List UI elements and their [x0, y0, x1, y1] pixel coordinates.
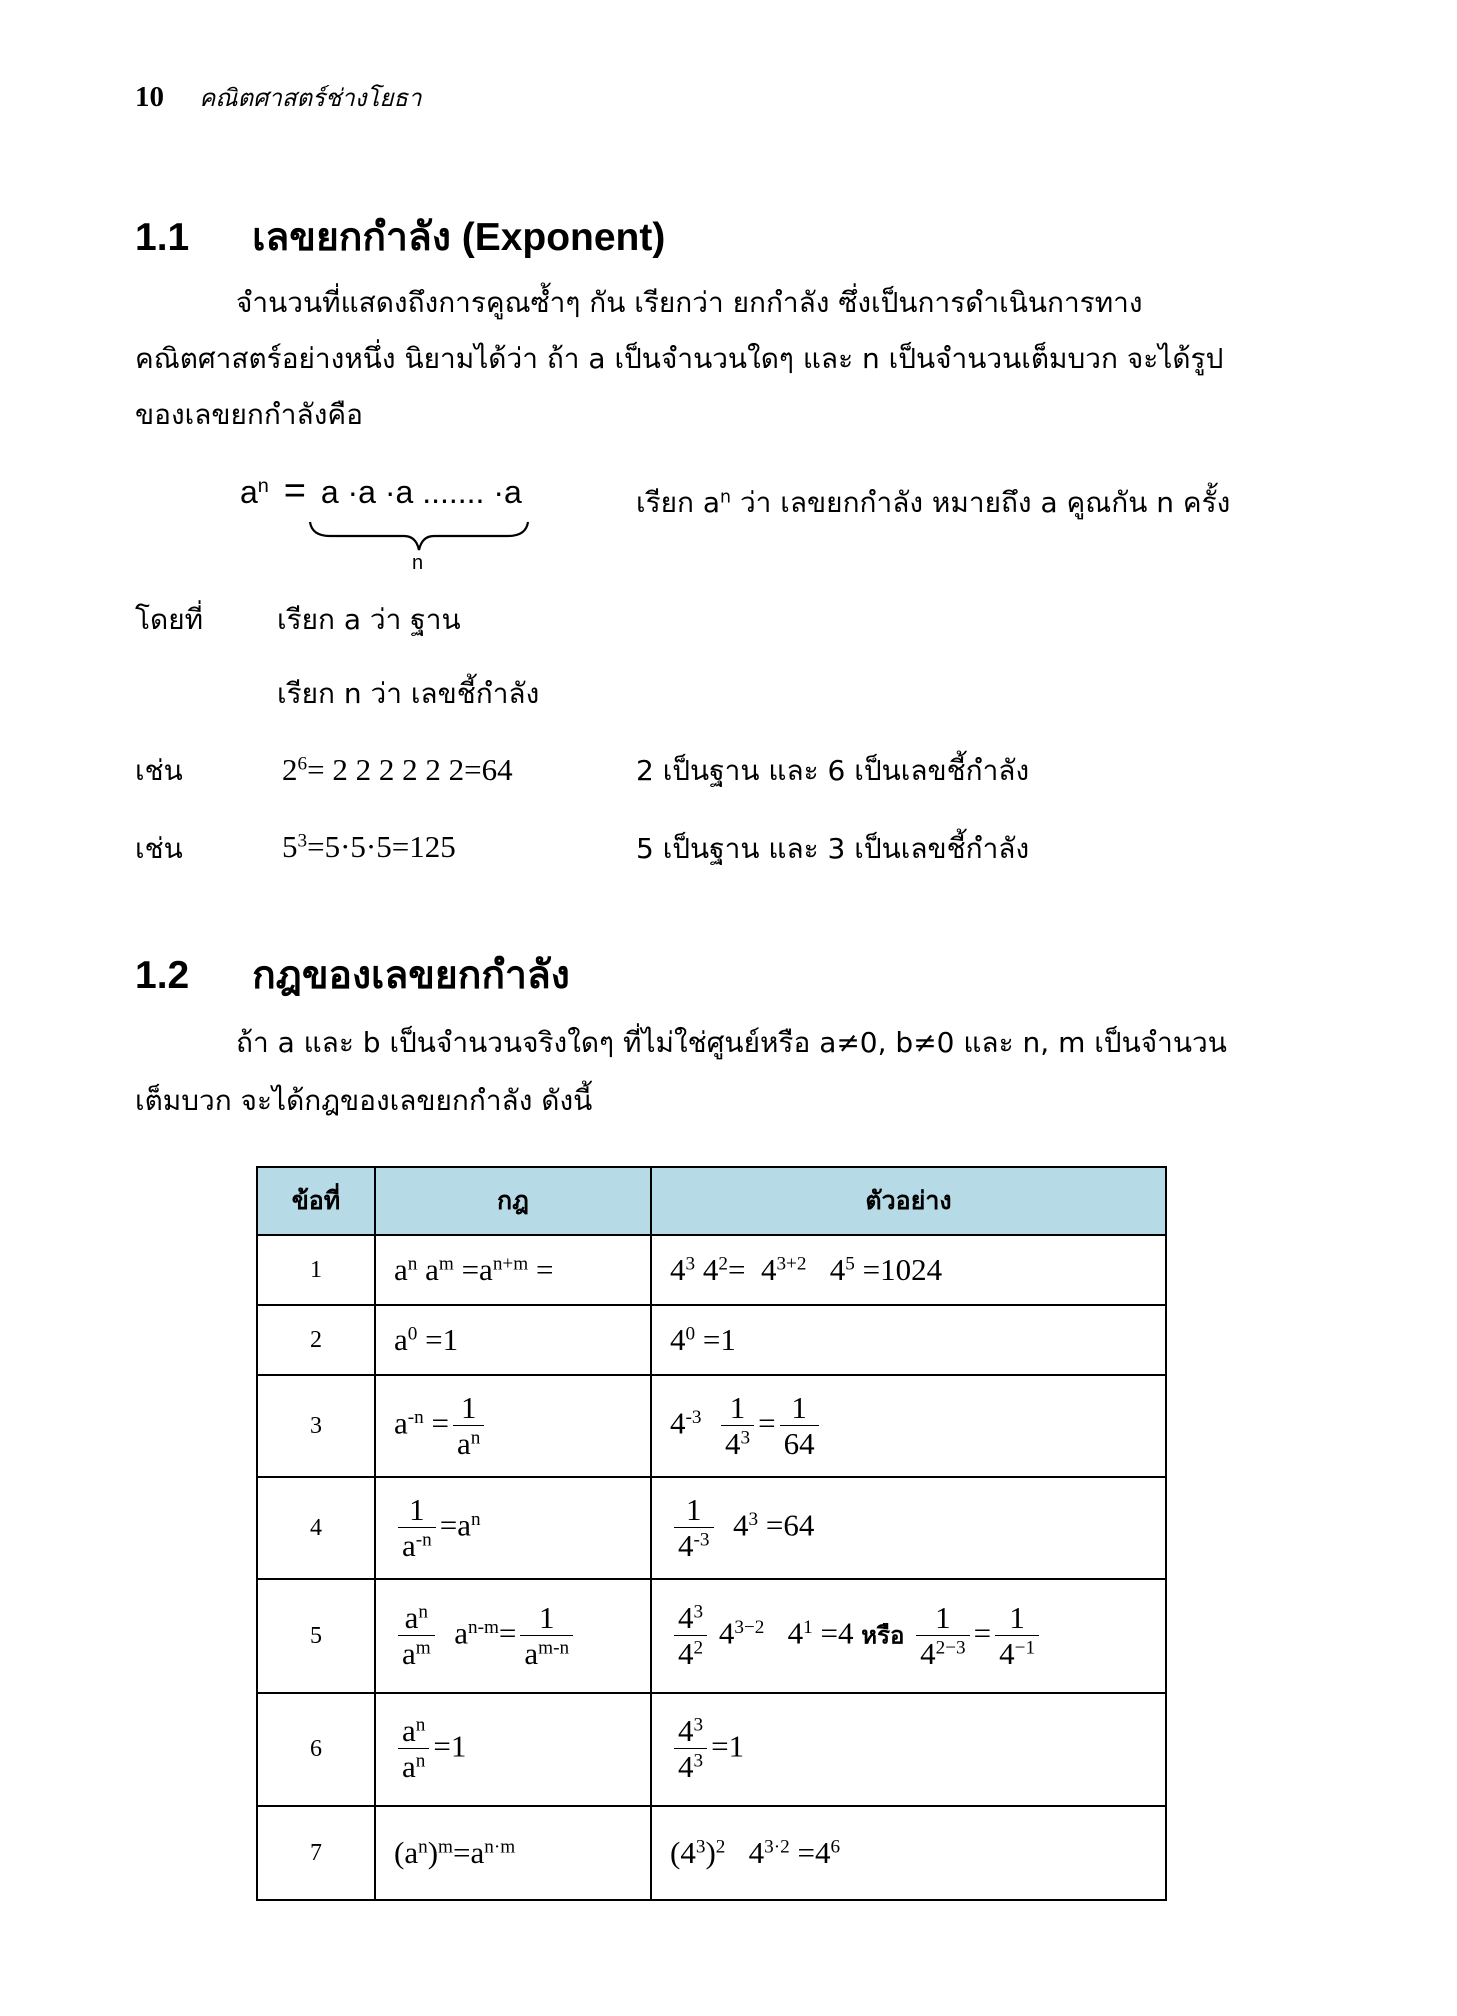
fraction: $\frac{1}{a^{-n}}$	[398, 1493, 436, 1564]
section-2-para-line1: ถ้า a และ b เป็นจำนวนจริงใดๆ ที่ไม่ใช่ศูนย์หรือ a≠0, b≠0 และ n, m เป็นจำนวน	[236, 1026, 1227, 1059]
fraction: $\frac{4^3}{4^2}$	[674, 1601, 707, 1672]
row-number: 6	[257, 1693, 375, 1806]
row-number: 1	[257, 1235, 375, 1305]
example-cell: $(4^3)^2$ $4^{3\cdot 2} =4^6$	[651, 1806, 1166, 1900]
fraction: $\frac{1}{a^{m-n}}$	[520, 1601, 573, 1672]
rule-cell: $\frac{a^n}{a^m}$ $a^{n-m}=$ $\frac{1}{a^{m-n}}$	[375, 1579, 651, 1693]
section-1-para-line1: จำนวนที่แสดงถึงการคูณซ้ำๆ กัน เรียกว่า ยกกำลัง ซึ่งเป็นการดำเนินการทาง	[236, 286, 1143, 319]
def-desc-prefix: เรียก a	[636, 486, 721, 519]
fraction: $\frac{1}{4^{-3}}$	[674, 1493, 714, 1564]
section-1-para-line2: คณิตศาสตร์อย่างหนึ่ง นิยามได้ว่า ถ้า a เป็นจำนวนใดๆ และ n เป็นจำนวนเต็มบวก จะได้รูป	[135, 342, 1224, 375]
def-desc-exp: n	[720, 487, 732, 508]
section-1-number: 1.1	[135, 216, 190, 259]
row-number: 4	[257, 1477, 375, 1579]
header-example: ตัวอย่าง	[651, 1167, 1166, 1235]
section-2-title: กฎของเลขยกกำลัง	[252, 954, 570, 997]
table-row	[257, 1375, 1166, 1477]
header-rule: กฎ	[375, 1167, 651, 1235]
fraction: $\frac{1}{64}$	[780, 1391, 819, 1462]
table-row	[257, 1579, 1166, 1693]
page-number: 10	[135, 81, 164, 113]
section-2-heading	[135, 944, 570, 1006]
example-cell: $\frac{4^3}{4^3}$ =1	[651, 1693, 1166, 1806]
example1-base: 2	[282, 752, 298, 787]
section-2-para-line2: เต็มบวก จะได้กฎของเลขยกกำลัง ดังนี้	[135, 1084, 593, 1117]
section-1-para-line3: ของเลขยกกำลังคือ	[135, 398, 363, 431]
def-equals: =	[283, 470, 306, 512]
example-cell: $\frac{1}{4^{-3}}$ $4^3 =64$	[651, 1477, 1166, 1579]
rule-cell: $a^n$ $a^m =a^{n+m}$ =	[375, 1235, 651, 1305]
row-number: 3	[257, 1375, 375, 1477]
example1-exp: 6	[297, 753, 308, 775]
row-number: 7	[257, 1806, 375, 1900]
example2-rest: =5·5·5=125	[307, 829, 456, 864]
brace-label: n	[412, 552, 424, 574]
fraction: $\frac{1}{4^3}$	[721, 1391, 754, 1462]
table-row	[257, 1305, 1166, 1375]
example1-note: 2 เป็นฐาน และ 6 เป็นเลขชี้กำลัง	[636, 754, 1030, 787]
section-2-number: 1.2	[135, 954, 190, 997]
example-cell: $4^{-3}$ $\frac{1}{4^3}$ = $\frac{1}{64}$	[651, 1375, 1166, 1477]
fraction: $\frac{a^n}{a^m}$	[398, 1601, 435, 1672]
section-1-title: เลขยกกำลัง (Exponent)	[252, 216, 666, 259]
table-row	[257, 1477, 1166, 1579]
example2-exp: 3	[297, 830, 308, 852]
fraction: $\frac{1}{4^{2-3}}$	[916, 1601, 970, 1672]
or-word: หรือ	[861, 1621, 905, 1650]
where-line1: เรียก a ว่า ฐาน	[277, 603, 461, 636]
def-rhs: a ·a ·a ....... ·a	[320, 474, 522, 510]
def-desc-suffix: ว่า เลขยกกำลัง หมายถึง a คูณกัน n ครั้ง	[731, 486, 1231, 519]
fraction: $\frac{1}{4^{-1}}$	[995, 1601, 1039, 1672]
fraction: $\frac{a^n}{a^n}$	[398, 1714, 429, 1785]
example2-formula	[282, 829, 456, 865]
example-cell: $4^3$ $4^2= 4^{3+2}$ $4^5 =1024$	[651, 1235, 1166, 1305]
rule-cell: $a^{-n}$ = $\frac{1}{a^n}$	[375, 1375, 651, 1477]
example2-label: เช่น	[135, 832, 183, 865]
fraction: $\frac{1}{a^n}$	[453, 1391, 484, 1462]
table-row	[257, 1693, 1166, 1806]
fraction: $\frac{4^3}{4^3}$	[674, 1714, 707, 1785]
example1-rest: = 2 2 2 2 2 2=64	[307, 752, 513, 787]
row-number: 5	[257, 1579, 375, 1693]
table-header-row	[257, 1167, 1166, 1235]
example1-formula	[282, 752, 513, 788]
table-row	[257, 1806, 1166, 1900]
definition-formula	[240, 470, 522, 513]
where-label: โดยที่	[135, 603, 204, 636]
rule-cell: $\frac{a^n}{a^n}$ =1	[375, 1693, 651, 1806]
example2-base: 5	[282, 829, 298, 864]
example1-label: เช่น	[135, 754, 183, 787]
definition-description	[636, 481, 1230, 525]
page-header	[135, 78, 422, 117]
underbrace	[308, 520, 530, 556]
def-lhs-exp: n	[257, 475, 269, 498]
rule-cell: $(a^n)^m=a^{n\cdot m}$	[375, 1806, 651, 1900]
example-cell: $4^0 =1$	[651, 1305, 1166, 1375]
table-row	[257, 1235, 1166, 1305]
rule-cell: $\frac{1}{a^{-n}}$ $=a^n$	[375, 1477, 651, 1579]
header-item-no: ข้อที่	[257, 1167, 375, 1235]
row-number: 2	[257, 1305, 375, 1375]
section-1-heading	[135, 206, 665, 268]
example-cell: $\frac{4^3}{4^2}$ $4^{3-2}$ $4^1 =4$ หรือ $\frac{1}{4^{2-3}}$ = $\frac{1}{4^{-1}}$	[651, 1579, 1166, 1693]
where-line2: เรียก n ว่า เลขชี้กำลัง	[277, 677, 540, 710]
example2-note: 5 เป็นฐาน และ 3 เป็นเลขชี้กำลัง	[636, 832, 1030, 865]
def-lhs-base: a	[240, 474, 258, 510]
exponent-rules-table	[256, 1166, 1167, 1901]
rule-cell: $a^0 =1$	[375, 1305, 651, 1375]
book-title: คณิตศาสตร์ช่างโยธา	[199, 84, 422, 112]
